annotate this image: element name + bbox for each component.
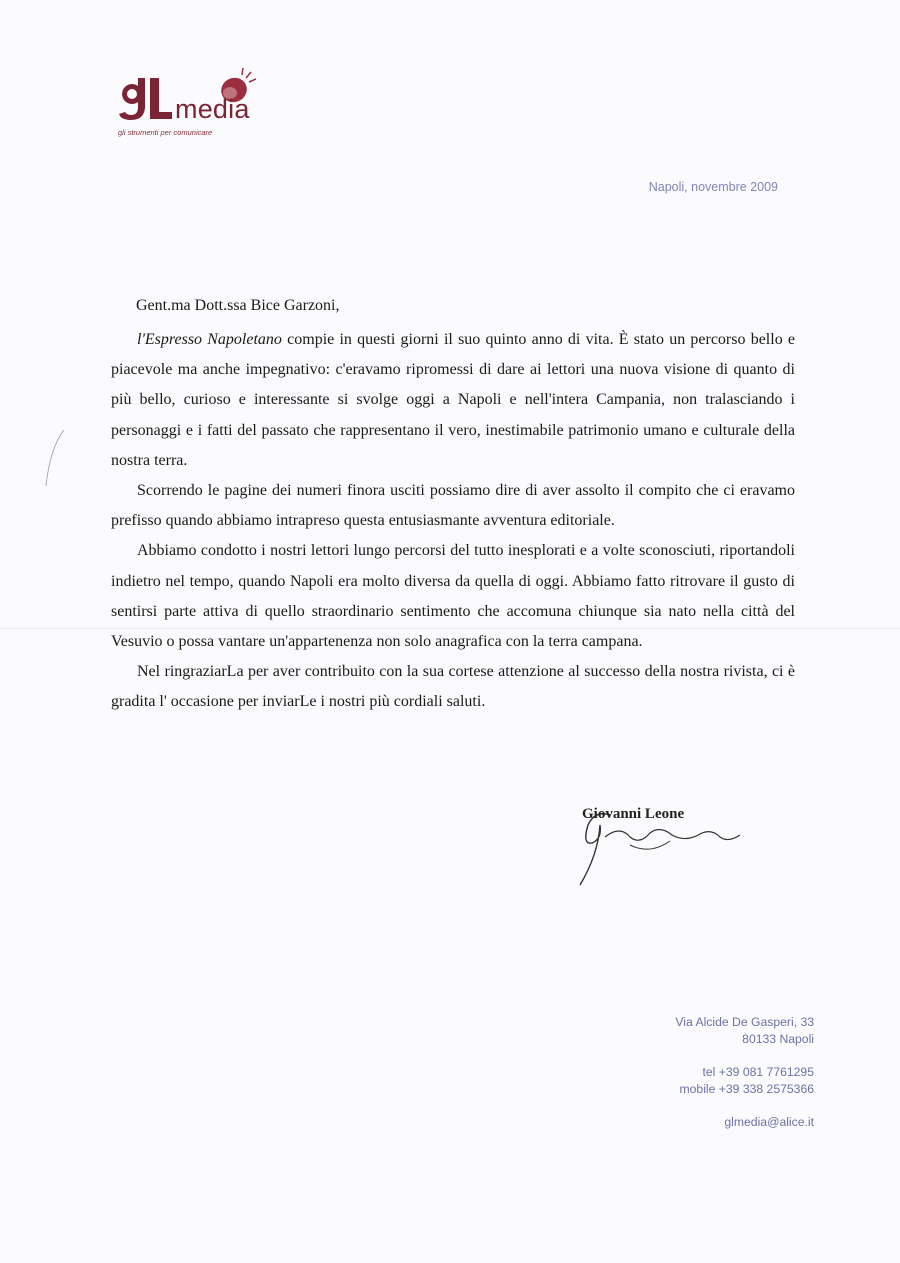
paper-fold-line (0, 628, 900, 629)
paragraph-3: Abbiamo condotto i nostri lettori lungo percorsi del tutto inesplorati e a volte sconosciuti, riportandoli indietro nel tempo, quando Napoli era molto diversa da quella di oggi. Abbiamo fatto ritrovare il gusto di sentirsi parte attiva di quello straordinario sentimento che accomuna chiunque sia nato nella città del Vesuvio o possa vantare un'appartenenza non solo anagrafica con la terra campana. (111, 542, 795, 651)
email-address: glmedia@alice.it (724, 1115, 814, 1129)
mobile-phone: mobile +39 338 2575366 (679, 1081, 814, 1096)
publication-title: l'Espresso Napoletano (137, 331, 282, 348)
contact-footer (554, 1014, 814, 1131)
paragraph-4: Nel ringraziarLa per aver contribuito con la sua cortese attenzione al successo della nostra rivista, ci è gradita l' occasione per inviarLe i nostri più cordiali saluti. (111, 663, 795, 711)
gl-media-logo (112, 66, 272, 156)
paper-mark (42, 428, 66, 488)
address-line-1: Via Alcide De Gasperi, 33 (675, 1015, 814, 1029)
paragraph-2: Scorrendo le pagine dei numeri finora usciti possiamo dire di aver assolto il compito che ci eravamo prefisso quando abbiamo intrapreso questa entusiasmante avventura editoriale. (111, 482, 795, 530)
paragraph-1-text: compie in questi giorni il suo quinto anno di vita. È stato un percorso bello e piacevole ma anche impegnativo: c'eravamo ripromessi di dare ai lettori una nuova visione di quanto di più bello, curioso e interessante si svolge oggi a Napoli e nell'intera Campania, non tralasciando i personaggi e i fatti del passato che rappresentano il vero, inestimabile patrimonio umano e culturale della nostra terra. (111, 331, 796, 469)
paragraph-1 (111, 325, 795, 476)
salutation: Gent.ma Dott.ssa Bice Garzoni, (136, 297, 340, 314)
signature-name: Giovanni Leone (582, 806, 685, 822)
address-line-2: 80133 Napoli (742, 1031, 814, 1046)
telephone: tel +39 081 7761295 (702, 1065, 814, 1079)
logo-wordmark: media (175, 94, 250, 124)
letter-date: Napoli, novembre 2009 (648, 180, 778, 194)
letter-body (111, 325, 795, 718)
logo-tagline: gli strumenti per comunicare (118, 128, 213, 137)
